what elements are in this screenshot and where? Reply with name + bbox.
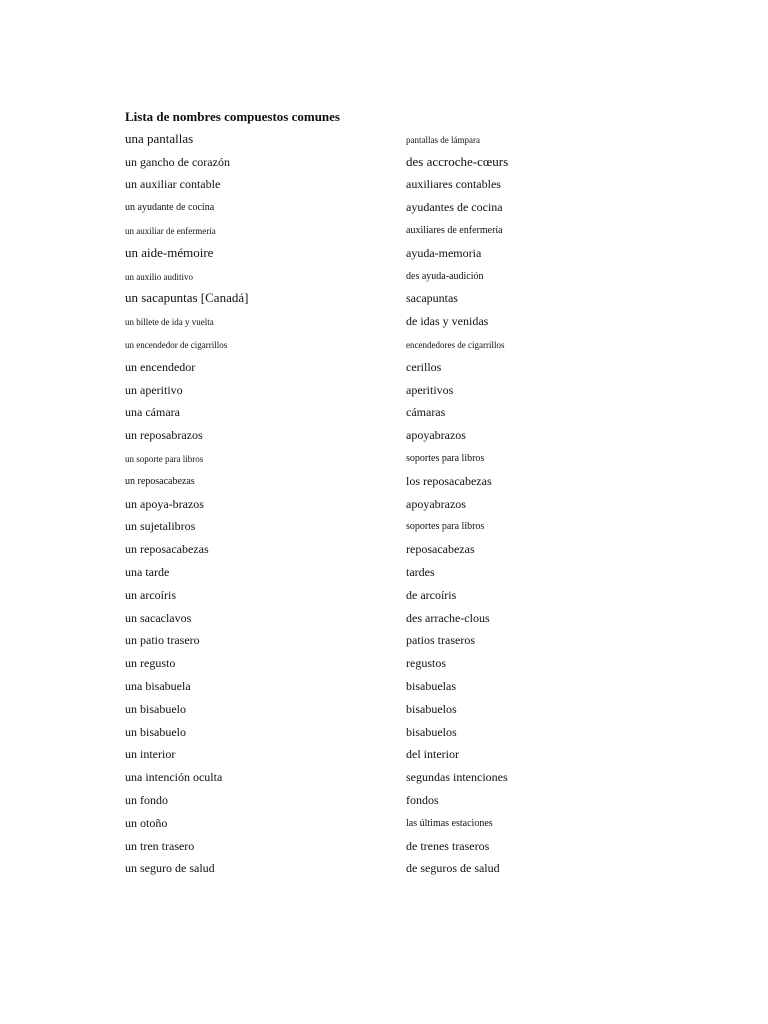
- plural-term: reposacabezas: [406, 542, 475, 557]
- list-row: [125, 376, 645, 399]
- list-row: [125, 786, 645, 809]
- list-row: [125, 855, 645, 878]
- list-row: [125, 558, 645, 581]
- list-row: [125, 262, 645, 285]
- list-row: [125, 627, 645, 650]
- singular-term: un soporte para libros: [125, 453, 204, 464]
- plural-term: encendedores de cigarrillos: [406, 339, 505, 350]
- singular-term: un reposabrazos: [125, 428, 203, 443]
- list-row: [125, 216, 645, 239]
- singular-term: un encendedor: [125, 359, 196, 374]
- plural-term: auxiliares contables: [406, 177, 501, 192]
- singular-term: una pantallas: [125, 130, 194, 146]
- singular-term: una cámara: [125, 405, 180, 420]
- list-row: [125, 148, 645, 171]
- singular-term: un gancho de corazón: [125, 154, 230, 169]
- singular-term: una tarde: [125, 564, 170, 579]
- singular-term: un tren trasero: [125, 838, 195, 853]
- plural-term: regustos: [406, 656, 446, 671]
- singular-term: un seguro de salud: [125, 861, 215, 876]
- plural-term: patios traseros: [406, 633, 475, 648]
- document-title: Lista de nombres compuestos comunes: [125, 109, 340, 124]
- plural-term: aperitivos: [406, 382, 454, 397]
- list-row: [125, 604, 645, 627]
- plural-term: de idas y venidas: [406, 314, 489, 329]
- noun-list: [125, 125, 645, 877]
- list-row: [125, 399, 645, 422]
- plural-term: ayudantes de cocina: [406, 200, 503, 215]
- singular-term: un reposacabezas: [125, 542, 209, 557]
- list-row: [125, 330, 645, 353]
- plural-term: apoyabrazos: [406, 428, 466, 443]
- singular-term: una bisabuela: [125, 678, 191, 693]
- list-row: [125, 832, 645, 855]
- singular-term: un fondo: [125, 792, 168, 807]
- singular-term: una intención oculta: [125, 770, 223, 785]
- list-row: [125, 809, 645, 832]
- singular-term: un sacapuntas [Canadá]: [125, 290, 249, 306]
- singular-term: un reposacabezas: [125, 475, 195, 487]
- list-row: [125, 718, 645, 741]
- list-row: [125, 307, 645, 330]
- plural-term: de seguros de salud: [406, 861, 500, 876]
- list-row: [125, 490, 645, 513]
- list-row: [125, 581, 645, 604]
- list-row: [125, 285, 645, 308]
- plural-term: de trenes traseros: [406, 838, 490, 853]
- singular-term: un interior: [125, 747, 176, 762]
- plural-term: bisabuelos: [406, 701, 457, 716]
- list-row: [125, 353, 645, 376]
- list-row: [125, 513, 645, 536]
- plural-term: fondos: [406, 792, 439, 807]
- plural-term: de arcoíris: [406, 587, 457, 602]
- plural-term: segundas intenciones: [406, 770, 508, 785]
- singular-term: un aperitivo: [125, 382, 183, 397]
- plural-term: bisabuelos: [406, 724, 457, 739]
- plural-term: sacapuntas: [406, 291, 458, 306]
- plural-term: des arrache-clous: [406, 610, 490, 625]
- list-row: [125, 467, 645, 490]
- plural-term: los reposacabezas: [406, 473, 492, 488]
- plural-term: des accroche-cœurs: [406, 153, 509, 169]
- plural-term: apoyabrazos: [406, 496, 466, 511]
- plural-term: auxiliares de enfermería: [406, 224, 503, 236]
- singular-term: un sujetalibros: [125, 519, 196, 534]
- list-row: [125, 672, 645, 695]
- singular-term: un arcoíris: [125, 587, 176, 602]
- list-row: [125, 444, 645, 467]
- plural-term: tardes: [406, 564, 435, 579]
- plural-term: cámaras: [406, 405, 446, 420]
- list-row: [125, 695, 645, 718]
- singular-term: un regusto: [125, 656, 176, 671]
- plural-term: las últimas estaciones: [406, 817, 493, 829]
- singular-term: un bisabuelo: [125, 724, 186, 739]
- list-row: [125, 535, 645, 558]
- list-row: [125, 741, 645, 764]
- plural-term: cerillos: [406, 359, 442, 374]
- plural-term: soportes para libros: [406, 452, 485, 464]
- singular-term: un sacaclavos: [125, 610, 192, 625]
- singular-term: un ayudante de cocina: [125, 202, 215, 214]
- singular-term: un bisabuelo: [125, 701, 186, 716]
- plural-term: pantallas de lámpara: [406, 134, 480, 145]
- singular-term: un otoño: [125, 815, 168, 830]
- singular-term: un auxilio auditivo: [125, 271, 193, 282]
- singular-term: un billete de ida y vuelta: [125, 317, 214, 328]
- singular-term: un patio trasero: [125, 633, 200, 648]
- singular-term: un auxiliar de enfermería: [125, 225, 216, 236]
- singular-term: un apoya-brazos: [125, 496, 204, 511]
- list-row: [125, 239, 645, 262]
- list-row: [125, 649, 645, 672]
- singular-term: un aide-mémoire: [125, 244, 214, 260]
- list-row: [125, 171, 645, 194]
- list-row: [125, 421, 645, 444]
- plural-term: ayuda-memoria: [406, 245, 482, 260]
- list-row: [125, 125, 645, 148]
- list-row: [125, 763, 645, 786]
- list-row: [125, 193, 645, 216]
- plural-term: del interior: [406, 747, 459, 762]
- plural-term: bisabuelas: [406, 678, 456, 693]
- singular-term: un auxiliar contable: [125, 177, 221, 192]
- singular-term: un encendedor de cigarrillos: [125, 339, 228, 350]
- plural-term: soportes para libros: [406, 521, 485, 533]
- plural-term: des ayuda-audición: [406, 270, 484, 282]
